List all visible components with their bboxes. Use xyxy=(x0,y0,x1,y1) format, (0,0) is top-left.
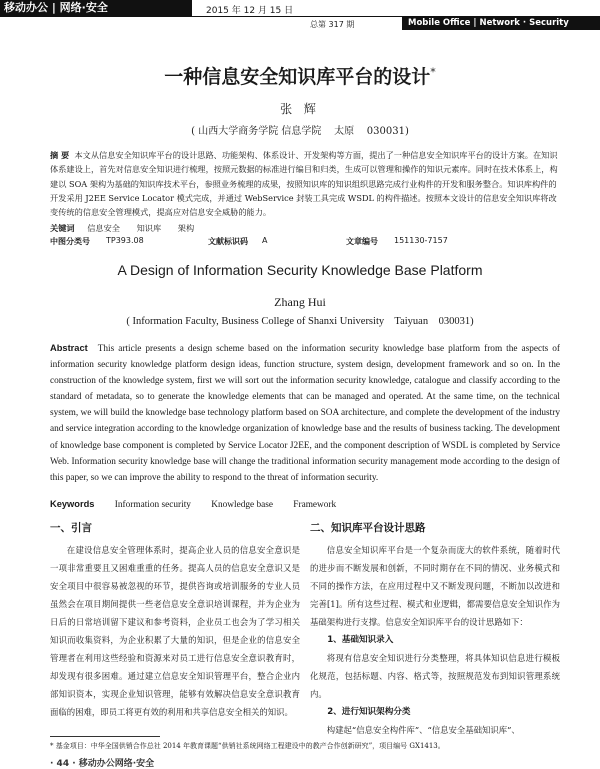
abstract-cn-label: 摘 要 xyxy=(50,150,70,160)
subheading-2-paragraph: 构建起“信息安全构件库”、“信息安全基础知识库”、 xyxy=(326,725,520,735)
clc-label: 中图分类号 xyxy=(50,237,90,246)
design-intro-paragraph: 信息安全知识库平台是一个复杂而庞大的软件系统，随着时代的进步而不断发展和创新，不同时期存在不同的情况、业务模式和不同的操作方法，在应用过程中又不断发现问题，不断加以改进和完善[1]。所有这些过程、模式和业逻辑，都需要信息安全知识作为基础架构进行支撑。信息安全知识库平台的设计思路如下： xyxy=(310,545,560,627)
paper-title-cn-text: 一种信息安全知识库平台的设计 xyxy=(164,66,431,88)
issue-number: 总第 317 期 xyxy=(310,20,355,29)
footnote-rule xyxy=(50,736,160,737)
clc-value: TP393.08 xyxy=(106,236,144,245)
intro-paragraph: 在建设信息安全管理体系时，提高企业人员的信息安全意识是一项非常重要且又困难重重的任务。提高人员的信息安全意识又是安全项目中很容易被忽视的环节，提供咨询或培训服务的专业人员虽然会在项目期间提供一些老信息安全意识培训课程，并为企业为日后的日常培训留下建议和参考资料，企业员工也会为了学习相关知识而收集资料，为企业积累了大量的知识，但是企业的信息安全管理者在利用这些经验和资源来对员工进行信息安全意识教育时，却发现有很多困难。通过建立信息安全知识管理平台，整合企业内部知识资本，实现企业知识管理，能够有效解决信息安全意识教育面临的困难，即员工将更有效的利用和共享信息安全相关的知识。 xyxy=(50,545,300,717)
section-heading-design: 二、知识库平台设计思路 xyxy=(310,522,426,534)
keywords-cn-label: 关键词 xyxy=(50,223,75,233)
footnote: * 基金项目：中华全国供销合作总社 2014 年教育课题“供销社系统网络工程建设中的教产合作创新研究”，项目编号 GX1413。 xyxy=(50,742,445,750)
body-column-left xyxy=(50,520,300,721)
keywords-en-label: Keywords xyxy=(50,499,95,509)
keyword-cn: 架构 xyxy=(177,223,195,233)
article-no-label: 文章编号 xyxy=(346,237,378,246)
abstract-cn-text: 本文从信息安全知识库平台的设计思路、功能架构、体系设计、开发架构等方面，提出了一种信息安全知识库平台的设计方案。在知识体系建设上，首先对信息安全知识进行梳理，按照元数据的标准进行编目和归类，生成可以管理和操作的知识元素库。同时在技术体系上，构建以 SOA 架构为基础的知识库技术平台，参照业务梳理的成果，按照知识库的知识组织思路完成行业构件的开发和服务整合。知识库构件的开发采用 J2EE Service Locator 模式完成，并通过 WebService 封装工具完成 WSDL 的构件描述。按照本文设计的信息安全知识库将改变传统的信息安全管理模式，提高应对信息安全威胁的能力。 xyxy=(50,150,558,218)
author-cn: 张 辉 xyxy=(280,102,320,116)
abstract-en-text: This article presents a design scheme based on the information security knowledge base platform from the aspects of information security knowledge platform design ideas, function structure, system design, development framework and so on. In the construction of the knowledge system, first we will sort out the information security knowledge, catalogue and classify according to the standard of metadata, so to generate the knowledge elements that can be managed and operated. At the same time, on the technical system, we will build the knowledge base technology platform based on SOA architecture, and complete the development of the industry and service integration according to the knowledge organization of knowledge base and the results of business tacking. The development of knowledge base component is completed by Service Locator J2EE, and the component description of WSDL is completed by Service Web. Information security knowledge base will change the traditional information security management mode according to the design of this paper, so we can improve the ability to respond to the threat of information security. xyxy=(50,344,560,483)
body-column-right xyxy=(310,520,560,739)
journal-section-label-en: Mobile Office | Network · Security xyxy=(402,16,600,30)
subheading-2: 2、进行知识架构分类 xyxy=(327,707,411,717)
section-heading-intro: 一、引言 xyxy=(50,522,92,534)
doc-code-value: A xyxy=(262,236,268,245)
title-footnote-mark: * xyxy=(430,65,436,79)
subheading-1-paragraph: 将现有信息安全知识进行分类整理，将具体知识信息进行模板化规范，包括标题、内容、格式等，按照规范发布到知识管理系统内。 xyxy=(310,653,560,699)
affiliation-en: ( Information Faculty, Business College of Shanxi University Taiyuan 030031) xyxy=(126,316,474,327)
affiliation-cn: ( 山西大学商务学院 信息学院 太原 030031) xyxy=(191,126,409,137)
article-no-value: 151130-7157 xyxy=(394,236,448,245)
doc-code-label: 文献标识码 xyxy=(208,237,248,246)
abstract-cn xyxy=(50,148,560,219)
keyword-en: Information security xyxy=(114,500,191,510)
paper-title-cn xyxy=(0,62,600,89)
keywords-en xyxy=(50,499,560,510)
keyword-cn: 知识库 xyxy=(136,223,162,233)
keyword-en: Framework xyxy=(293,500,337,510)
journal-section-label: 移动办公 | 网络·安全 xyxy=(0,0,192,16)
abstract-en-label: Abstract xyxy=(50,343,88,353)
author-en: Zhang Hui xyxy=(274,295,326,309)
publication-date: 2015 年 12 月 15 日 xyxy=(206,6,294,16)
paper-title-en: A Design of Information Security Knowledge Base Platform xyxy=(117,262,483,278)
keyword-cn: 信息安全 xyxy=(87,223,120,233)
keyword-en: Knowledge base xyxy=(211,500,273,510)
page-footer: · 44 · 移动办公网络·安全 xyxy=(50,759,155,769)
keywords-cn xyxy=(50,221,560,235)
abstract-en xyxy=(50,340,560,486)
subheading-1: 1、基础知识录入 xyxy=(327,635,394,645)
